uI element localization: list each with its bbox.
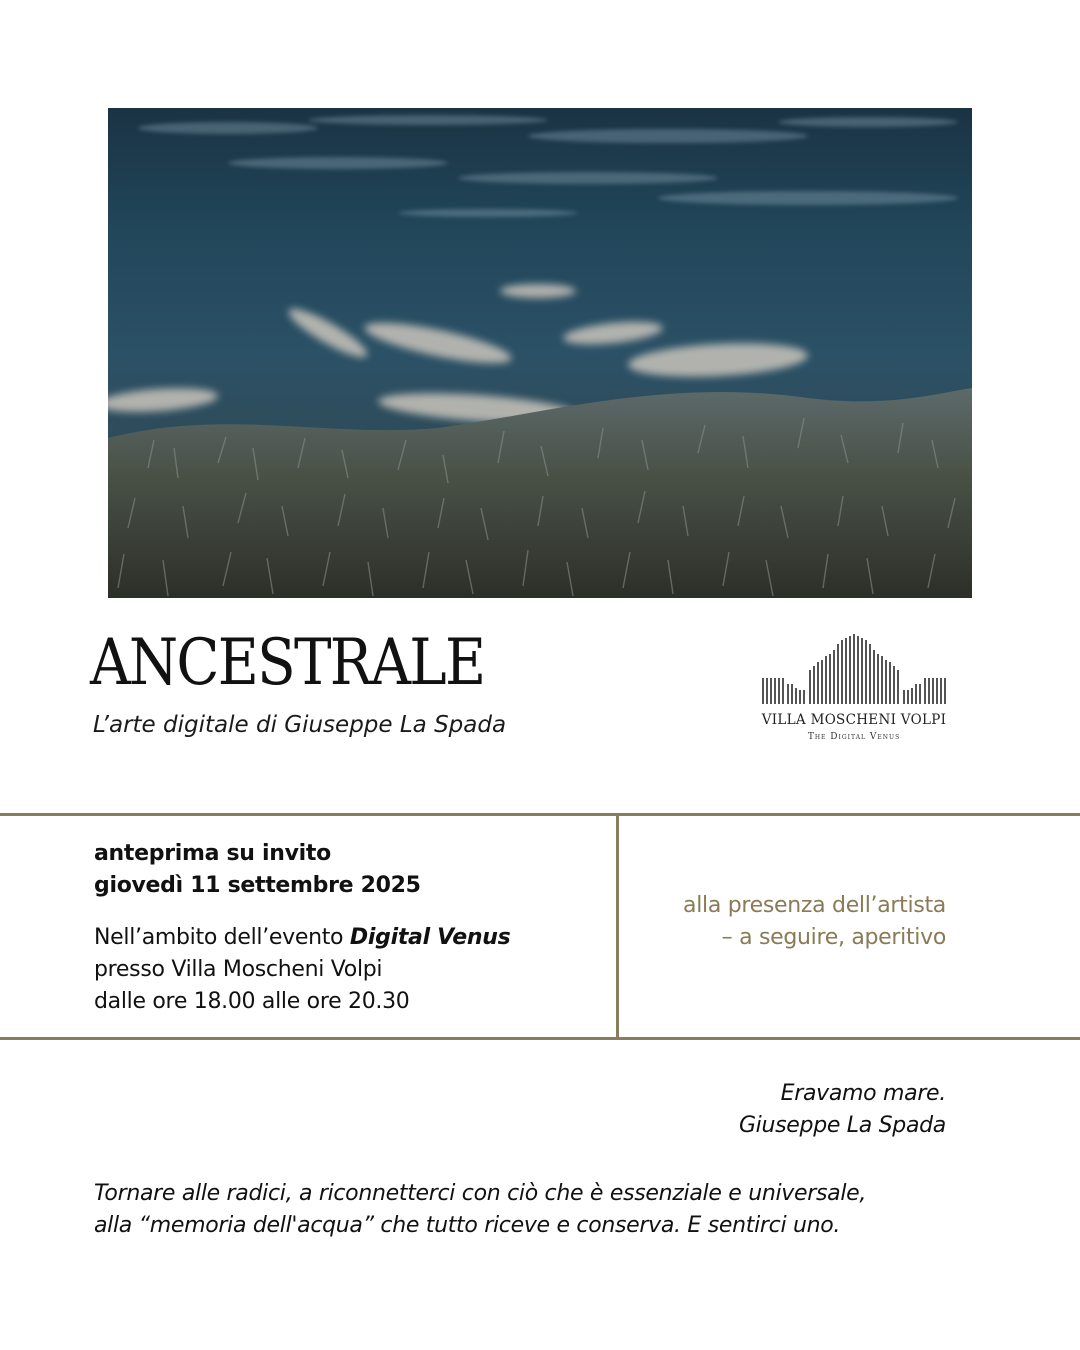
- invitation-label: anteprima su invito: [94, 841, 331, 866]
- closing-line-1: Tornare alle radici, a riconnetterci con ciò che è essenziale e universale,: [94, 1181, 867, 1206]
- event-date: giovedì 11 settembre 2025: [94, 873, 421, 898]
- exhibition-subtitle: L’arte digitale di Giuseppe La Spada: [93, 712, 507, 738]
- exhibition-title: ANCESTRALE: [90, 626, 485, 700]
- divider-top: [0, 813, 1080, 816]
- closing-statement: [94, 1178, 866, 1242]
- event-context: [94, 922, 604, 954]
- artist-presence: alla presenza dell’artista: [683, 893, 946, 918]
- closing-line-2: alla “memoria dell'acqua” che tutto riceve e conserva. E sentirci uno.: [94, 1213, 841, 1238]
- artist-quote: [739, 1078, 946, 1142]
- event-venue: presso Villa Moscheni Volpi: [94, 957, 383, 982]
- villa-logo-tagline: The Digital Venus: [807, 732, 901, 742]
- event-extras: [630, 890, 946, 954]
- event-name: Digital Venus: [349, 925, 511, 950]
- event-hours: dalle ore 18.00 alle ore 20.30: [94, 989, 410, 1014]
- villa-building-icon: [758, 632, 950, 708]
- villa-logo-name: VILLA MOSCHENI VOLPI: [761, 712, 947, 728]
- divider-vertical: [616, 813, 619, 1040]
- quote-text: Eravamo mare.: [780, 1081, 946, 1106]
- divider-bottom: [0, 1037, 1080, 1040]
- event-context-prefix: Nell’ambito dell’evento: [94, 925, 350, 950]
- villa-logo: [758, 632, 950, 750]
- quote-author: Giuseppe La Spada: [738, 1113, 946, 1138]
- hero-image: [108, 108, 972, 598]
- event-details: [94, 838, 604, 1018]
- aperitivo-note: – a seguire, aperitivo: [721, 925, 946, 950]
- underwater-photo: [108, 108, 972, 598]
